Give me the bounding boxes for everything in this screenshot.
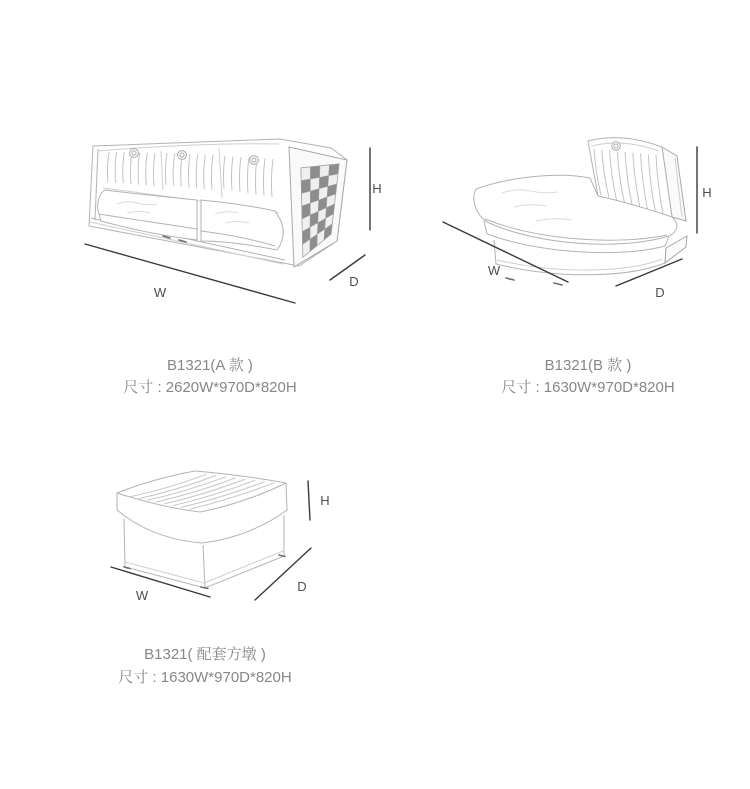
sketch-sofa-a (75, 120, 395, 310)
product-caption-a (60, 355, 360, 399)
weave-cell (310, 166, 320, 179)
height-label: H (372, 181, 382, 196)
depth-label: D (349, 274, 359, 289)
depth-label: D (297, 579, 307, 594)
product-size: 尺寸 : 2620W*970D*820H (123, 379, 297, 396)
depth-label: D (655, 285, 665, 300)
sketch-sofa-b (440, 115, 750, 310)
product-caption-b (438, 355, 738, 399)
weave-cell (301, 167, 311, 181)
product-name: B1321( 配套方墩 ) (144, 646, 266, 663)
width-label: W (153, 285, 167, 300)
product-caption-c (55, 643, 355, 689)
product-name: B1321(B 款 ) (544, 357, 632, 374)
depth-dimension-line (330, 255, 365, 280)
height-label: H (702, 185, 712, 200)
ottoman-body (117, 471, 287, 589)
height-dimension-line (308, 481, 310, 520)
product-name: B1321(A 款 ) (167, 357, 253, 374)
product-size: 尺寸 : 1630W*970D*820H (501, 379, 675, 396)
weave-cell (320, 165, 330, 177)
width-label: W (487, 263, 501, 278)
sofa-b-body (474, 138, 687, 285)
sketch-ottoman-c (100, 455, 340, 625)
product-size: 尺寸 : 1630W*970D*820H (118, 669, 292, 686)
width-label: W (135, 588, 149, 603)
height-label: H (320, 493, 330, 508)
sofa-a-body (89, 139, 347, 267)
emblem-icon (612, 142, 621, 151)
